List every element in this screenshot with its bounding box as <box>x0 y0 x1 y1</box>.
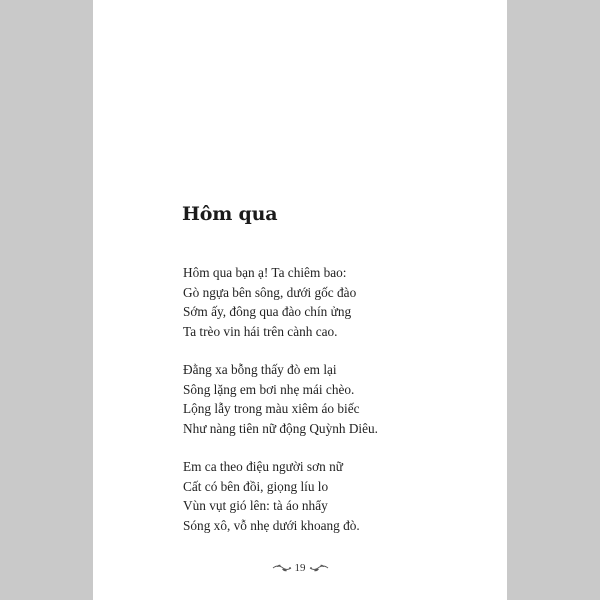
poem-line: Đằng xa bỗng thấy đò em lại <box>183 362 337 377</box>
page-footer <box>93 562 507 574</box>
poem-line: Gò ngựa bên sông, dưới gốc đào <box>183 284 357 300</box>
stanza-2 <box>183 360 493 438</box>
page-number: 19 <box>294 562 306 574</box>
poem-line: Cất có bên đồi, giọng líu lo <box>183 478 329 494</box>
poem-title: Hôm qua <box>182 203 278 225</box>
poem-line: Hôm qua bạn ạ! Ta chiêm bao: <box>183 265 347 280</box>
poem-line: Ta trèo vin hái trên cành cao. <box>183 323 338 339</box>
poem-line: Như nàng tiên nữ động Quỳnh Diêu. <box>183 420 379 436</box>
stanza-1 <box>183 263 493 341</box>
poem-line: Sớm ấy, đông qua đào chín ửng <box>183 304 352 319</box>
leaf-flourish-icon <box>309 563 329 573</box>
book-page <box>93 0 507 600</box>
poem-line: Lộng lẫy trong màu xiêm áo biếc <box>183 401 360 416</box>
poem-line: Sông lặng em bơi nhẹ mái chèo. <box>183 381 355 397</box>
poem-body <box>183 263 493 554</box>
poem-line: Vùn vụt gió lên: tà áo nhẩy <box>183 498 328 513</box>
poem-line: Sóng xô, vỗ nhẹ dưới khoang đò. <box>183 517 360 533</box>
poem-line: Em ca theo điệu người sơn nữ <box>183 459 343 474</box>
leaf-flourish-icon <box>272 563 292 573</box>
stanza-3 <box>183 457 493 535</box>
